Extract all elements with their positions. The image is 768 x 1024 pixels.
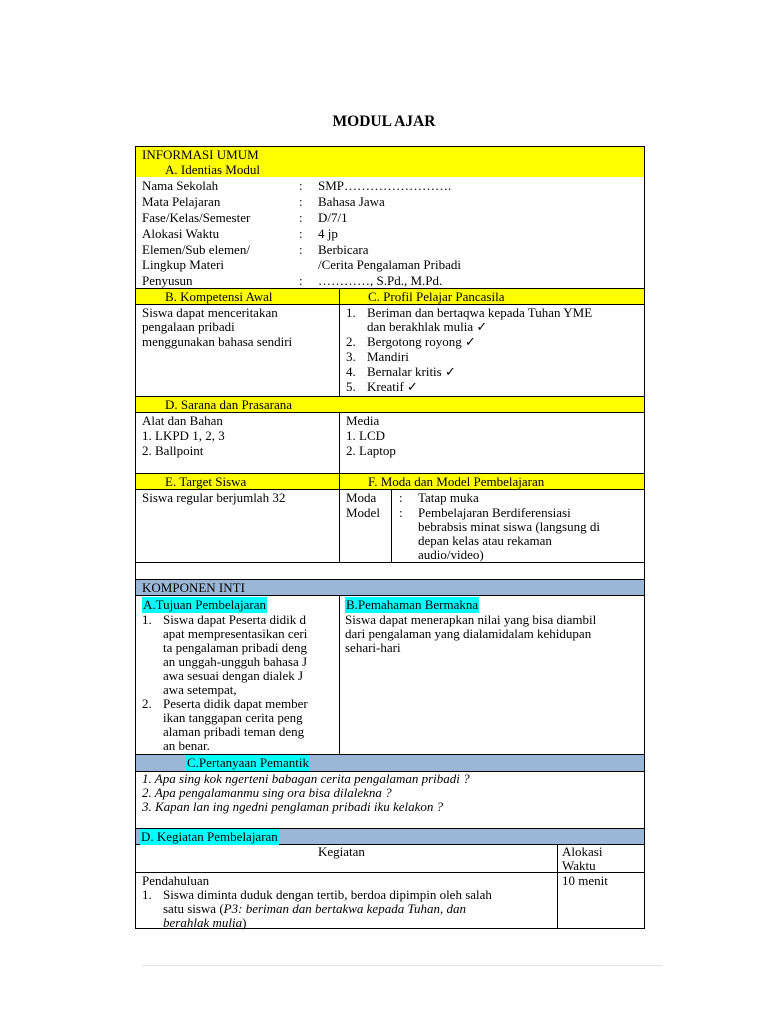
column-divider	[339, 412, 340, 473]
tujuan-text: Peserta didik dapat member	[163, 696, 308, 711]
col-alokasi-header: Alokasi	[562, 844, 603, 859]
pemahaman-heading	[345, 597, 479, 613]
column-divider	[557, 844, 558, 928]
alat-bahan-text: 2. Ballpoint	[142, 443, 204, 458]
moda-label: Moda	[346, 490, 377, 505]
media-text: Media	[346, 413, 380, 428]
pemahaman-text: dari pengalaman yang dialamidalam kehidupan	[345, 626, 592, 641]
field-value: Berbicara	[318, 242, 369, 257]
field-colon: :	[299, 242, 303, 257]
field-colon: :	[299, 194, 303, 209]
tujuan-text: awa setempat,	[163, 682, 237, 697]
model-value: Pembelajaran Berdiferensiasi	[418, 505, 571, 520]
field-label: Fase/Kelas/Semester	[142, 210, 251, 225]
list-number: 3.	[346, 349, 356, 364]
model-label: Model	[346, 505, 380, 520]
alat-bahan-text: Alat dan Bahan	[142, 413, 223, 428]
field-label: Nama Sekolah	[142, 178, 219, 193]
profil-item: Mandiri	[367, 349, 409, 364]
informasi-umum-heading: INFORMASI UMUM	[142, 147, 259, 162]
media-text: 1. LCD	[346, 428, 385, 443]
list-number: 1.	[142, 612, 152, 627]
tujuan-text: alaman pribadi teman deng	[163, 724, 305, 739]
field-colon: :	[299, 178, 303, 193]
field-label: Alokasi Waktu	[142, 226, 220, 241]
tujuan-text: ikan tanggapan cerita peng	[163, 710, 303, 725]
table-border-left	[135, 146, 136, 929]
kegiatan-heading	[140, 829, 279, 845]
komponen-inti-heading: KOMPONEN INTI	[142, 580, 245, 595]
step-text: Siswa diminta duduk dengan tertib, berdoa dipimpin oleh salah	[163, 887, 492, 902]
pertanyaan-item: 2. Apa pengalamanmu sing ora bisa dilalekna ?	[142, 785, 392, 800]
sarana-heading: D. Sarana dan Prasarana	[165, 397, 293, 412]
field-colon: :	[299, 210, 303, 225]
tujuan-text: Siswa dapat Peserta didik d	[163, 612, 306, 627]
pertanyaan-item: 3. Kapan lan ing ngedni penglaman pribadi iku kelakon ?	[142, 799, 444, 814]
col-waktu-header: Waktu	[562, 858, 596, 873]
tujuan-text: an benar.	[163, 738, 210, 753]
divider	[135, 562, 645, 563]
tujuan-text: an unggah-ungguh bahasa J	[163, 654, 308, 669]
profil-item: Kreatif ✓	[367, 379, 418, 394]
column-divider	[339, 473, 340, 562]
model-value: audio/video)	[418, 547, 484, 562]
profil-item: Beriman dan bertaqwa kepada Tuhan YME	[367, 305, 593, 320]
tujuan-text: apat mempresentasikan ceri	[163, 626, 308, 641]
field-colon: :	[299, 226, 303, 241]
column-divider	[339, 288, 340, 396]
kegiatan-heading-text: D. Kegiatan Pembelajaran	[141, 829, 278, 844]
document-title: MODUL AJAR	[332, 113, 436, 130]
profil-item: Bernalar kritis ✓	[367, 364, 456, 379]
media-text: 2. Laptop	[346, 443, 396, 458]
pertanyaan-heading	[186, 755, 310, 771]
target-siswa-text: Siswa regular berjumlah 32	[142, 490, 286, 505]
kompetensi-awal-heading: B. Kompetensi Awal	[165, 289, 273, 304]
kompetensi-text: pengalaan pribadi	[142, 319, 235, 334]
page-footer-line	[142, 965, 662, 966]
pendahuluan-label: Pendahuluan	[142, 873, 210, 888]
step-text-part: satu siswa (	[163, 901, 224, 916]
step-text	[163, 915, 246, 931]
list-number: 5.	[346, 379, 356, 394]
list-number: 2.	[142, 696, 152, 711]
kompetensi-text: Siswa dapat menceritakan	[142, 305, 278, 320]
profil-item: dan berakhlak mulia ✓	[367, 319, 488, 334]
profil-pelajar-heading: C. Profil Pelajar Pancasila	[368, 289, 505, 304]
list-number: 1.	[142, 887, 152, 902]
list-number: 4.	[346, 364, 356, 379]
pemahaman-text: sehari-hari	[345, 640, 401, 655]
pemahaman-heading-text: B.Pemahaman Bermakna	[346, 597, 479, 612]
model-colon: :	[399, 505, 403, 520]
field-value: Bahasa Jawa	[318, 194, 385, 209]
moda-value: Tatap muka	[418, 490, 479, 505]
column-divider	[391, 489, 392, 562]
tujuan-heading-text: A.Tujuan Pembelajaran	[143, 597, 266, 612]
pemahaman-text: Siswa dapat menerapkan nilai yang bisa diambil	[345, 612, 597, 627]
step-text-italic: berahlak mulia	[163, 915, 243, 930]
table-border-right	[644, 146, 645, 929]
col-kegiatan-header: Kegiatan	[318, 844, 365, 859]
field-value: 4 jp	[318, 226, 338, 241]
model-value: bebrabsis minat siswa (langsung di	[418, 519, 600, 534]
step-text-italic: P3: beriman dan bertakwa kepada Tuhan, dan	[223, 901, 466, 916]
list-number: 1.	[346, 305, 356, 320]
tujuan-text: ta pengalaman pribadi deng	[163, 640, 308, 655]
field-value: SMP…………………….	[318, 178, 452, 193]
step-text-part: )	[242, 915, 247, 930]
target-siswa-heading: E. Target Siswa	[165, 474, 247, 489]
pertanyaan-heading-text: C.Pertanyaan Pemantik	[187, 755, 310, 770]
field-colon: :	[299, 273, 303, 288]
field-value: /Cerita Pengalaman Pribadi	[318, 257, 461, 272]
pendahuluan-time: 10 menit	[562, 873, 608, 888]
identitas-modul-heading: A. Identias Modul	[165, 162, 260, 177]
column-divider	[339, 595, 340, 754]
model-value: depan kelas atau rekaman	[418, 533, 552, 548]
field-label: Penyusun	[142, 273, 193, 288]
field-value: …………, S.Pd., M.Pd.	[318, 273, 443, 288]
kompetensi-text: menggunakan bahasa sendiri	[142, 334, 293, 349]
alat-bahan-text: 1. LKPD 1, 2, 3	[142, 428, 225, 443]
field-label: Lingkup Materi	[142, 257, 224, 272]
pertanyaan-item: 1. Apa sing kok ngerteni babagan cerita pengalaman pribadi ?	[142, 771, 470, 786]
list-number: 2.	[346, 334, 356, 349]
profil-item: Bergotong royong ✓	[367, 334, 476, 349]
moda-colon: :	[399, 490, 403, 505]
field-label: Elemen/Sub elemen/	[142, 242, 250, 257]
tujuan-heading	[142, 597, 267, 613]
field-value: D/7/1	[318, 210, 348, 225]
moda-model-heading: F. Moda dan Model Pembelajaran	[368, 474, 545, 489]
tujuan-text: awa sesuai dengan dialek J	[163, 668, 304, 683]
field-label: Mata Pelajaran	[142, 194, 221, 209]
